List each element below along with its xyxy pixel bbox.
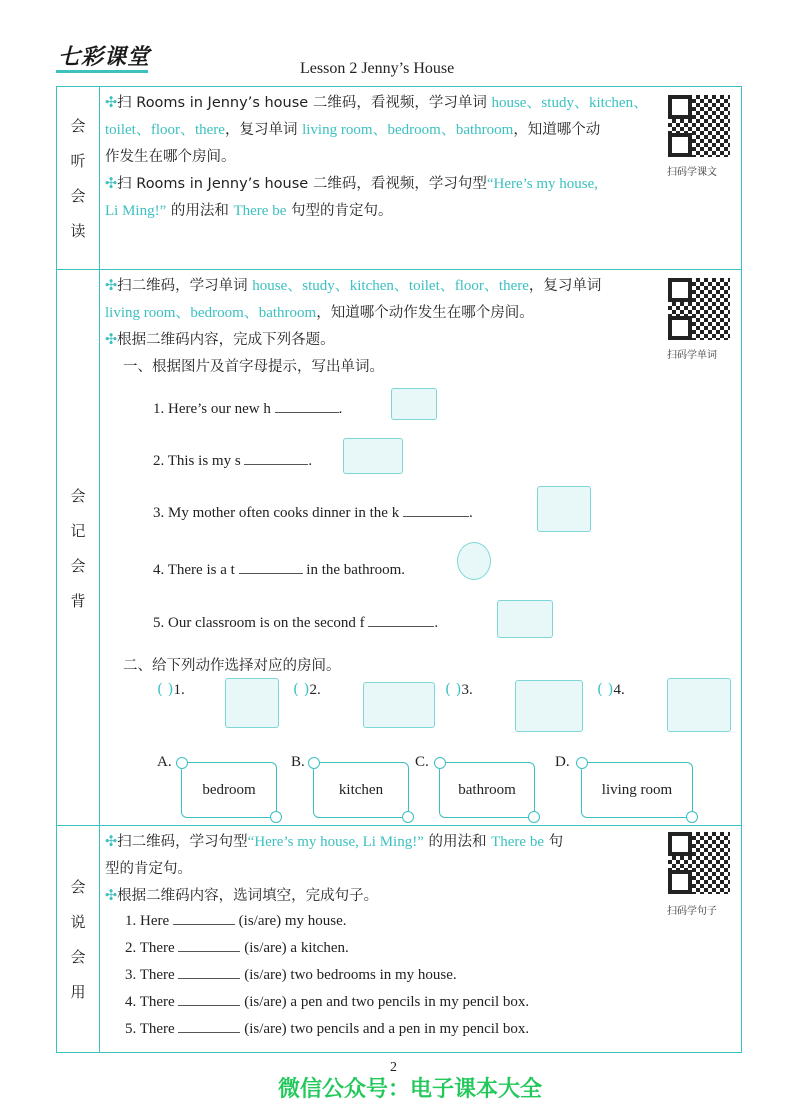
- instruction-line: ✣扫 Rooms in Jenny’s house 二维码，看视频，学习句型“Here’s my house,: [105, 176, 599, 192]
- option-b-scroll: [313, 762, 409, 818]
- section-memorize: [57, 270, 741, 826]
- label-char: 背: [70, 591, 86, 610]
- label-char: 读: [70, 222, 86, 240]
- section-content: [105, 273, 661, 381]
- qr-caption: 扫码学单词: [667, 350, 717, 361]
- option-word: kitchen: [338, 781, 384, 798]
- cooking-picture: [667, 678, 731, 732]
- classroom-picture: [497, 600, 553, 638]
- question-3: 3. My mother often cooks dinner in the k .: [153, 505, 473, 521]
- instruction-line: ✣根据二维码内容，完成下列各题。: [105, 332, 335, 348]
- brand-logo: 七彩课堂: [58, 45, 151, 70]
- qr-code-icon[interactable]: [668, 832, 730, 894]
- section-content: [105, 829, 661, 910]
- label-char: 说: [70, 913, 86, 931]
- qr-caption: 扫码学句子: [667, 906, 717, 917]
- instruction-line: 型的肯定句。: [105, 861, 192, 877]
- option-c-scroll: [439, 762, 535, 818]
- page-number: 2: [390, 1060, 397, 1075]
- answer-blank[interactable]: [403, 503, 469, 517]
- answer-blank[interactable]: [178, 938, 240, 952]
- toilet-picture: [457, 542, 491, 580]
- tv-room-picture: [515, 680, 583, 732]
- question-5: 5. Our classroom is on the second f .: [153, 615, 439, 631]
- match-item-2: ( )2.: [293, 680, 321, 698]
- sentence-3: 3. There (is/are) two bedrooms in my house.: [125, 967, 457, 983]
- option-word: bedroom: [202, 781, 256, 798]
- label-char: 会: [70, 117, 86, 135]
- question-4: 4. There is a t in the bathroom.: [153, 562, 406, 578]
- answer-blank[interactable]: [368, 613, 434, 627]
- lesson-title: Lesson 2 Jenny’s House: [300, 60, 455, 77]
- sentence-2: 2. There (is/are) a kitchen.: [125, 940, 349, 956]
- label-char: 会: [70, 948, 86, 966]
- option-c-letter: C.: [415, 754, 429, 770]
- sentence-5: 5. There (is/are) two pencils and a pen in my pencil box.: [125, 1021, 530, 1037]
- option-a-letter: A.: [157, 754, 172, 770]
- instruction-line: ✣扫二维码，学习单词 house、study、kitchen、toilet、floor、there，复习单词: [105, 278, 602, 294]
- option-word: living room: [601, 781, 673, 798]
- watermark: 微信公众号：电子课本大全: [278, 1077, 543, 1102]
- instruction-line: Li Ming!” 的用法和 There be 句型的肯定句。: [105, 203, 393, 219]
- instruction-line: 作发生在哪个房间。: [105, 149, 236, 165]
- sentence-4: 4. There (is/are) a pen and two pencils in my pencil box.: [125, 994, 530, 1010]
- part-title: 二、给下列动作选择对应的房间。: [123, 658, 341, 674]
- section-label: [57, 270, 100, 825]
- brand-underline: [56, 70, 148, 73]
- option-d-scroll: [581, 762, 693, 818]
- answer-blank[interactable]: [244, 451, 308, 465]
- section-content: [105, 90, 661, 225]
- match-item-3: ( )3.: [445, 680, 473, 698]
- instruction-line: ✣根据二维码内容，选词填空，完成句子。: [105, 888, 379, 904]
- sentence-1: 1. Here (is/are) my house.: [125, 913, 347, 929]
- instruction-line: toilet、floor、there，复习单词 living room、bedroom、bathroom，知道哪个动: [105, 122, 601, 138]
- answer-blank[interactable]: [239, 560, 303, 574]
- answer-blank[interactable]: [178, 992, 240, 1006]
- section-label: [57, 826, 100, 1052]
- label-char: 会: [70, 878, 86, 896]
- part-title: 一、根据图片及首字母提示，写出单词。: [123, 359, 384, 375]
- section-speak-use: [57, 826, 741, 1052]
- kitchen-picture: [537, 486, 591, 532]
- answer-blank[interactable]: [173, 911, 235, 925]
- instruction-line: ✣扫 Rooms in Jenny’s house 二维码，看视频，学习单词 house、study、kitchen、: [105, 95, 649, 111]
- label-char: 记: [70, 521, 86, 540]
- study-picture: [343, 438, 403, 474]
- worksheet-frame: [56, 86, 742, 1053]
- label-char: 用: [70, 983, 86, 1001]
- house-picture: [391, 388, 437, 420]
- match-item-4: ( )4.: [597, 680, 625, 698]
- instruction-line: ✣扫二维码，学习句型“Here’s my house, Li Ming!” 的用法和 There be 句: [105, 834, 564, 850]
- question-1: 1. Here’s our new h .: [153, 401, 343, 417]
- label-char: 会: [70, 187, 86, 205]
- qr-code-icon[interactable]: [668, 95, 730, 157]
- match-item-1: ( )1.: [157, 680, 185, 698]
- option-d-letter: D.: [555, 754, 570, 770]
- instruction-line: living room、bedroom、bathroom，知道哪个动作发生在哪个房间。: [105, 305, 534, 321]
- answer-blank[interactable]: [178, 1019, 240, 1033]
- option-a-scroll: [181, 762, 277, 818]
- answer-blank[interactable]: [178, 965, 240, 979]
- section-listen-read: [57, 87, 741, 270]
- label-char: 会: [70, 556, 86, 575]
- qr-code-icon[interactable]: [668, 278, 730, 340]
- option-word: bathroom: [458, 781, 516, 798]
- label-char: 听: [70, 152, 86, 170]
- qr-caption: 扫码学课文: [667, 167, 717, 178]
- shower-picture: [225, 678, 279, 728]
- sleeping-picture: [363, 682, 435, 728]
- answer-blank[interactable]: [275, 399, 339, 413]
- label-char: 会: [70, 486, 86, 505]
- option-b-letter: B.: [291, 754, 305, 770]
- question-2: 2. This is my s .: [153, 453, 313, 469]
- section-label: [57, 87, 100, 269]
